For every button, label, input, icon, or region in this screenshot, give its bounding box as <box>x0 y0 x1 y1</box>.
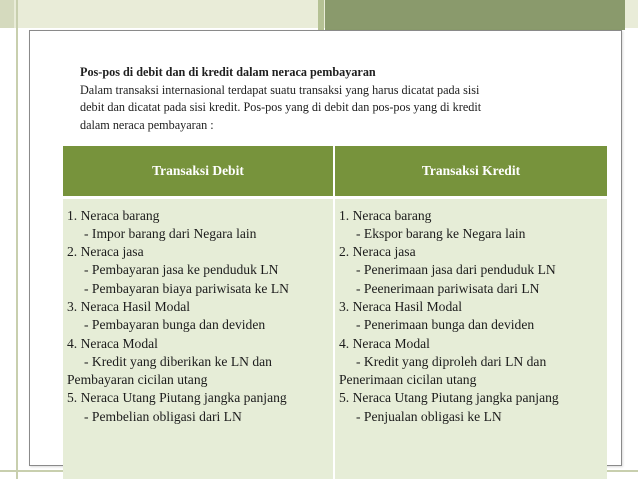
kredit-list-item: 4. Neraca Modal <box>339 335 430 351</box>
kredit-list-item: - Penjualan obligasi ke LN <box>356 408 502 424</box>
table-header-row <box>63 146 607 197</box>
header-transaksi-kredit: Transaksi Kredit <box>334 146 607 197</box>
kredit-list-item: Penerimaan cicilan utang <box>339 372 477 388</box>
kredit-list-item: - Ekspor barang ke Negara lain <box>356 225 526 241</box>
top-decor-block <box>325 0 625 30</box>
debit-list-item: 5. Neraca Utang Piutang jangka panjang <box>67 390 287 406</box>
kredit-list-item: 2. Neraca jasa <box>339 244 416 260</box>
debit-list-item: - Kredit yang diberikan ke LN dan <box>84 353 272 369</box>
intro-line: Dalam transaksi internasional terdapat suatu transaksi yang harus dicatat pada sisi <box>80 82 480 97</box>
debit-list-item: - Impor barang dari Negara lain <box>84 225 257 241</box>
debit-list-item: 3. Neraca Hasil Modal <box>67 298 191 314</box>
kredit-list-item: - Penerimaan bunga dan deviden <box>356 317 535 333</box>
kredit-list-item: 1. Neraca barang <box>339 207 432 223</box>
debit-list-item: Pembayaran cicilan utang <box>67 372 208 388</box>
kredit-cell <box>334 197 607 479</box>
intro-title: Pos-pos di debit dan di kredit dalam neraca pembayaran <box>80 65 376 79</box>
corner-decor <box>0 0 14 28</box>
kredit-list-item: - Penerimaan jasa dari penduduk LN <box>356 262 556 278</box>
intro-line: debit dan dicatat pada sisi kredit. Pos-pos yang di debit dan pos-pos yang di kredit <box>80 100 482 114</box>
debit-cell <box>63 197 334 479</box>
header-transaksi-debit: Transaksi Debit <box>63 146 334 197</box>
debit-list-item: - Pembelian obligasi dari LN <box>84 408 242 424</box>
kredit-list-item: - Kredit yang diproleh dari LN dan <box>356 353 547 369</box>
debit-list-item: - Pembayaran jasa ke penduduk LN <box>84 262 279 278</box>
table-row <box>63 197 607 479</box>
debit-list-item: 4. Neraca Modal <box>67 335 158 351</box>
debit-list-item: - Pembayaran biaya pariwisata ke LN <box>84 280 289 296</box>
left-decor-line <box>16 0 18 479</box>
intro-text-block <box>80 64 560 134</box>
kredit-list-item: 3. Neraca Hasil Modal <box>339 298 463 314</box>
intro-line: dalam neraca pembayaran : <box>80 117 214 132</box>
debit-list-item: 2. Neraca jasa <box>67 244 144 260</box>
transaction-table <box>63 146 607 479</box>
kredit-list-item: 5. Neraca Utang Piutang jangka panjang <box>339 390 559 406</box>
kredit-list-item: - Peenerimaan pariwisata dari LN <box>356 280 540 296</box>
top-decor-edge <box>318 0 324 30</box>
debit-list-item: 1. Neraca barang <box>67 207 160 223</box>
debit-list-item: - Pembayaran bunga dan deviden <box>84 317 266 333</box>
